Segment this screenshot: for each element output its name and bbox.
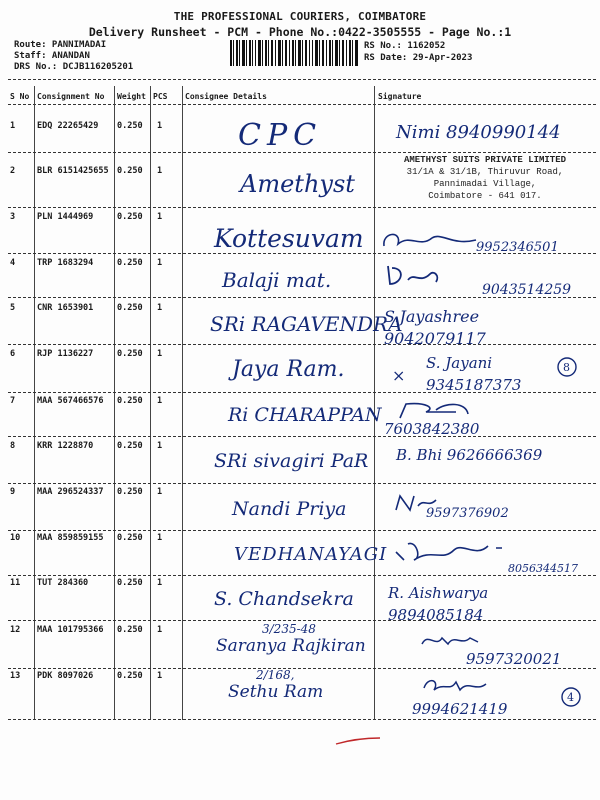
row-2-consignee: Amethyst	[240, 170, 355, 198]
red-pen-mark	[334, 734, 384, 748]
row-10-consignment: MAA 859859155	[37, 533, 104, 543]
row-10-sno: 10	[10, 533, 21, 543]
row-1-pcs: 1	[157, 121, 163, 131]
row-12-weight: 0.250	[117, 625, 143, 635]
row-10-signature: 8056344517	[508, 562, 578, 575]
row-separator	[8, 530, 596, 531]
row-4-weight: 0.250	[117, 258, 143, 268]
row-9-pcs: 1	[157, 487, 163, 497]
row-6-consignee: Jaya Ram.	[232, 357, 345, 382]
col-consignee: Consignee Details	[185, 92, 267, 101]
row-11-weight: 0.250	[117, 578, 143, 588]
row-4-sno: 4	[10, 258, 16, 268]
staff-label: Staff: ANANDAN	[14, 51, 90, 61]
row-12-signature: 9597320021	[466, 650, 562, 668]
row-separator	[8, 297, 596, 298]
row-7-signature-scribble	[396, 400, 476, 422]
row-2-sno: 2	[10, 166, 16, 176]
rs-date-label: RS Date: 29-Apr-2023	[364, 53, 473, 63]
row-11-signature: R. Aishwarya 9894085184	[388, 584, 489, 624]
row-5-pcs: 1	[157, 303, 163, 313]
row-separator	[8, 620, 596, 621]
row-4-signature: 9043514259	[482, 282, 572, 298]
row-8-weight: 0.250	[117, 441, 143, 451]
row-8-consignment: KRR 1228870	[37, 441, 94, 451]
row-13-address: 2/168,	[256, 668, 295, 682]
row-separator	[8, 253, 596, 254]
row-separator	[8, 575, 596, 576]
row-11-consignee: S. Chandsekra	[214, 588, 354, 610]
row-9-weight: 0.250	[117, 487, 143, 497]
row-3-consignee: Kottesuvam	[214, 224, 364, 253]
column-divider	[114, 86, 115, 720]
company-stamp	[378, 154, 592, 202]
row-12-sno: 12	[10, 625, 21, 635]
row-10-consignee: VEDHANAYAGI	[234, 544, 388, 565]
row-6-consignment: RJP 1136227	[37, 349, 94, 359]
col-sno: S No	[10, 92, 30, 101]
row-10-weight: 0.250	[117, 533, 143, 543]
row-separator	[8, 207, 596, 208]
row-separator	[8, 344, 596, 345]
row-13-signature-scribble	[420, 674, 490, 696]
col-consignment: Consignment No	[37, 92, 105, 101]
row-separator	[8, 668, 596, 669]
row-3-signature: 9952346501	[476, 240, 559, 255]
row-4-consignee: Balaji mat.	[222, 268, 332, 292]
row-5-consignee: SRi RAGAVENDRA	[210, 312, 403, 336]
row-11-pcs: 1	[157, 578, 163, 588]
route-label: Route: PANNIMADAI	[14, 40, 107, 50]
row-9-consignment: MAA 296524337	[37, 487, 104, 497]
rs-no-label: RS No.: 1162052	[364, 41, 446, 51]
row-7-signature: 7603842380	[384, 420, 480, 438]
row-1-signature: Nimi 8940990144	[396, 122, 561, 143]
col-pcs: PCS	[153, 92, 168, 101]
row-5-sno: 5	[10, 303, 16, 313]
header-separator	[8, 79, 596, 80]
row-2-consignment: BLR 6151425655	[37, 166, 109, 176]
row-11-sno: 11	[10, 578, 21, 588]
row-12-signature-scribble	[418, 628, 482, 650]
row-8-pcs: 1	[157, 441, 163, 451]
row-1-weight: 0.250	[117, 121, 143, 131]
stamp-line-2: 31/1A & 31/1B, Thiruvur Road,	[406, 167, 564, 177]
stamp-line-1: AMETHYST SUITS PRIVATE LIMITED	[403, 155, 567, 165]
row-4-consignment: TRP 1683294	[37, 258, 94, 268]
row-2-pcs: 1	[157, 166, 163, 176]
row-7-consignee: Ri CHARAPPAN	[228, 404, 382, 426]
row-5-consignment: CNR 1653901	[37, 303, 94, 313]
stamp-line-4: Coimbatore - 641 017.	[428, 191, 542, 201]
company-title: THE PROFESSIONAL COURIERS, COIMBATORE	[173, 10, 427, 23]
row-3-sno: 3	[10, 212, 16, 222]
row-2-weight: 0.250	[117, 166, 143, 176]
column-header-separator	[8, 104, 596, 105]
row-13-consignment: PDK 8097026	[37, 671, 94, 681]
row-12-consignee: Saranya Rajkiran	[216, 636, 366, 656]
row-10-pcs: 1	[157, 533, 163, 543]
row-5-signature: S.Jayashree 9042079117	[384, 307, 486, 348]
row-12-consignment: MAA 101795366	[37, 625, 104, 635]
row-separator	[8, 483, 596, 484]
column-divider	[150, 86, 151, 720]
row-9-signature: 9597376902	[426, 506, 509, 521]
runsheet-title: Delivery Runsheet - PCM - Phone No.:0422-3505555 - Page No.:1	[88, 25, 512, 39]
col-signature: Signature	[378, 92, 422, 101]
stamp-line-3: Pannimadai Village,	[433, 179, 537, 189]
row-separator	[8, 392, 596, 393]
row-7-weight: 0.250	[117, 396, 143, 406]
row-13-pcs: 1	[157, 671, 163, 681]
row-8-sno: 8	[10, 441, 16, 451]
row-4-pcs: 1	[157, 258, 163, 268]
col-weight: Weight	[117, 92, 146, 101]
column-divider	[34, 86, 35, 720]
row-13-sno: 13	[10, 671, 21, 681]
row-10-signature-scribble	[392, 538, 522, 566]
row-6-pcs: 1	[157, 349, 163, 359]
row-separator	[8, 436, 596, 437]
row-9-sno: 9	[10, 487, 16, 497]
row-6-circle-mark	[556, 356, 578, 378]
svg-text:4: 4	[567, 691, 574, 704]
row-9-consignee: Nandi Priya	[232, 498, 347, 520]
row-6-weight: 0.250	[117, 349, 143, 359]
row-1-sno: 1	[10, 121, 16, 131]
row-13-circle-mark	[560, 686, 582, 708]
row-5-weight: 0.250	[117, 303, 143, 313]
row-1-consignee: CPC	[238, 118, 323, 153]
row-7-consignment: MAA 567466576	[37, 396, 104, 406]
row-12-pcs: 1	[157, 625, 163, 635]
row-13-signature: 9994621419	[412, 700, 508, 718]
row-6-signature: S. Jayani 9345187373	[426, 354, 522, 394]
row-6-cross-mark: ×	[392, 366, 406, 385]
svg-text:8: 8	[563, 361, 570, 374]
row-separator	[8, 152, 596, 153]
row-13-consignee: Sethu Ram	[228, 682, 324, 702]
row-3-consignment: PLN 1444969	[37, 212, 94, 222]
column-divider	[182, 86, 183, 720]
row-8-signature: B. Bhi 9626666369	[396, 446, 543, 464]
row-3-weight: 0.250	[117, 212, 143, 222]
row-12-address: 3/235-48	[262, 622, 316, 636]
row-1-consignment: EDQ 22265429	[37, 121, 99, 131]
row-separator	[8, 719, 596, 720]
barcode-image	[230, 40, 360, 66]
drs-label: DRS No.: DCJB116205201	[14, 62, 134, 72]
row-7-pcs: 1	[157, 396, 163, 406]
row-8-consignee: SRi sivagiri PaR	[214, 450, 369, 472]
row-13-weight: 0.250	[117, 671, 143, 681]
row-7-sno: 7	[10, 396, 16, 406]
row-3-signature-scribble	[380, 228, 480, 254]
row-4-signature-scribble	[384, 262, 444, 288]
row-6-sno: 6	[10, 349, 16, 359]
row-3-pcs: 1	[157, 212, 163, 222]
column-divider	[374, 86, 375, 720]
row-11-consignment: TUT 284360	[37, 578, 89, 588]
